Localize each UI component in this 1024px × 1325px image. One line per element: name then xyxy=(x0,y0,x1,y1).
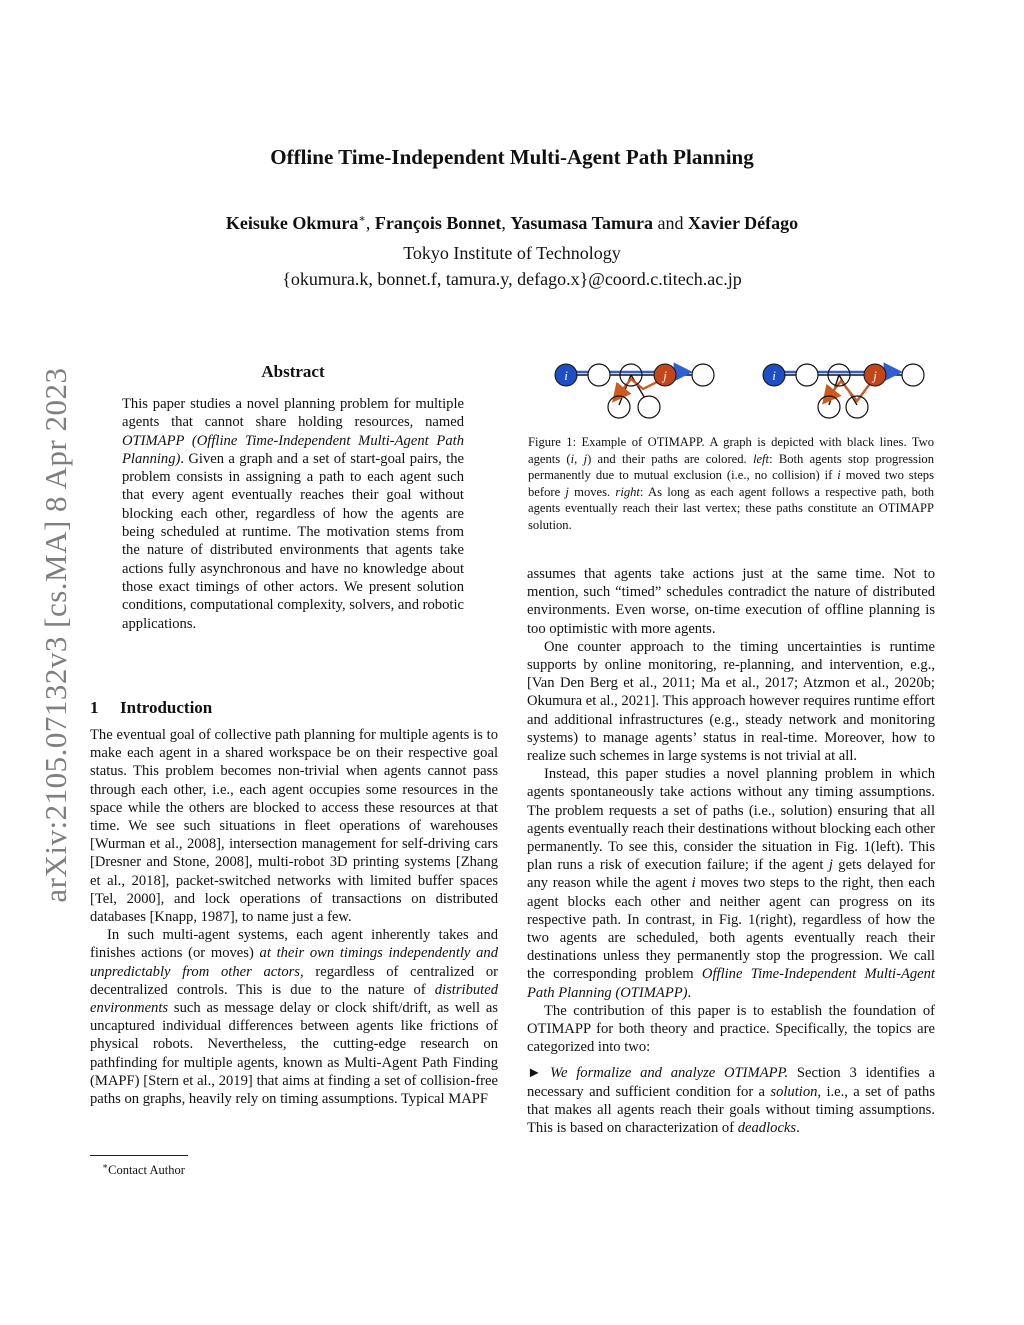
section-title: Introduction xyxy=(120,698,213,717)
right-paragraph-2: One counter approach to the timing uncertainties is runtime supports by online monitoring, re-planning, and intervention, e.g., [Van Den Berg et al., 2011; Ma et al., 2017; Atzmon et al., 2020b; Okumura et al., 2021]. This approach however requires runtime effort and additional infrastructures (e.g., steady network and monitoring systems) to manage agents’ status in real-time. Moreover, how to realize such schemes in large systems is not trivial at all. xyxy=(527,638,935,765)
arxiv-id: arXiv:2105.07132v3 [cs.MA] 8 Apr 2023 xyxy=(38,367,73,903)
agent-i-label: i xyxy=(772,368,776,383)
bullet-triangle-icon: ► xyxy=(527,1065,542,1082)
right-paragraph-3: Instead, this paper studies a novel planning problem in which agents spontaneously take actions without any timing assumptions. The problem requests a set of paths (i.e., solution) ensuring that all agents eventually reach their destinations without blocking each other permanently. To see this, consider the situation in Fig. 1(left). This plan runs a risk of execution failure; if the agent j gets delayed for any reason while the agent i moves two steps to the right, then each agent blocks each other and neither agent can progress on its respective path. In contrast, in Fig. 1(right), regardless of how the two agents are scheduled, both agents eventually reach their destinations unless they permanently stop the progression. We call the corresponding problem Offline Time-Independent Multi-Agent Path Planning (OTIMAPP). xyxy=(527,766,935,1001)
contribution-bullet: ► We formalize and analyze OTIMAPP. Section 3 identifies a necessary and sufficient condition for a solution, i.e., a set of paths that makes all agents reach their goals without timing assumptions. This is based on characterization of deadlocks. xyxy=(527,1065,935,1137)
footnote-rule xyxy=(90,1155,188,1156)
section-number: 1 xyxy=(90,698,99,717)
intro-paragraph-1: The eventual goal of collective path planning for multiple agents is to make each agent in a shared workspace be on their respective goal status. This problem becomes non-trivial when agents cannot pass through each other, i.e., each agent occupies some resources in the space while the others are blocked to access these resources at that time. We see such situations in fleet operations of warehouses [Wurman et al., 2008], intersection management for self-driving cars [Dresner and Stone, 2008], multi-robot 3D printing systems [Zhang et al., 2018], packet-switched networks with limited buffer spaces [Tel, 2000], and lock operations of transactions on distributed databases [Knapp, 1987], to name just a few. xyxy=(90,727,498,926)
figure-1-caption: Figure 1: Example of OTIMAPP. A graph is depicted with black lines. Two agents (i, j) and their paths are colored. left: Both agents stop progression permanently due to mutual exclusion (i.e., no collision) if i moved two steps before j moves. right: As long as each agent follows a respective path, both agents eventually reach their last vertex; these paths constitute an OTIMAPP solution. xyxy=(528,435,935,532)
author-okumura: Keisuke Okmura xyxy=(225,213,359,233)
intro-paragraph-2: In such multi-agent systems, each agent inherently takes and finishes actions (or moves) at their own timings independently and unpredictably from other actors, regardless of centralized or decentralized controls. This is due to the nature of distributed environments such as message delay or clock shift/drift, as well as uncaptured individual differences between agents like frictions of physical robots. Nevertheless, the cutting-edge research on pathfinding for multiple agents, known as Multi-Agent Path Finding (MAPF) [Stern et al., 2019] that aims at finding a set of collision-free paths on graphs, heavily rely on timing assumptions. Typical MAPF xyxy=(90,927,498,1108)
agent-i-label: i xyxy=(564,368,568,383)
author-emails: {okumura.k, bonnet.f, tamura.y, defago.x}@coord.c.titech.ac.jp xyxy=(282,269,742,289)
agent-j-label: j xyxy=(663,368,667,383)
footnote: ∗Contact Author xyxy=(102,1161,185,1178)
introduction-text xyxy=(90,726,498,1108)
author-mark: ∗ xyxy=(358,213,366,225)
affiliation: Tokyo Institute of Technology xyxy=(403,243,621,263)
abstract-body: This paper studies a novel planning problem for multiple agents that cannot share holding resources, named OTIMAPP (Offline Time-Independent Multi-Agent Path Planning). Given a graph and a set of start-goal pairs, the problem consists in assigning a path to each agent such that every agent eventually reaches their goal without blocking each other, regardless of how the agents are being scheduled at runtime. The motivation stems from the nature of distributed environments that agents take actions fully asynchronous and have no knowledge about those exact timings of other actors. We present solution conditions, computational complexity, solvers, and robotic applications. xyxy=(122,396,464,632)
agent-j-label: j xyxy=(873,368,877,383)
figure-1 xyxy=(545,355,945,425)
author-tamura: Yasumasa Tamura xyxy=(510,213,653,233)
right-paragraph-4: The contribution of this paper is to establish the foundation of OTIMAPP for both theory and practice. Specifically, the topics are categorized into two: xyxy=(527,1002,935,1056)
author-list: Keisuke Okmura∗, François Bonnet, Yasumasa Tamura and Xavier Défago xyxy=(225,213,799,233)
abstract-heading: Abstract xyxy=(261,362,325,381)
section-heading-introduction xyxy=(90,698,500,718)
author-defago: Xavier Défago xyxy=(687,213,799,233)
paper-title: Offline Time-Independent Multi-Agent Path Planning xyxy=(270,145,754,169)
right-paragraph-1: assumes that agents take actions just at the same time. Not to mention, such “timed” schedules contradict the nature of distributed environments. Even worse, on-time execution of offline planning is too optimistic with more agents. xyxy=(527,566,935,637)
figure-left-panel xyxy=(555,364,714,418)
right-column-text xyxy=(527,565,935,1137)
author-bonnet: François Bonnet xyxy=(374,213,502,233)
figure-right-panel xyxy=(763,364,924,418)
